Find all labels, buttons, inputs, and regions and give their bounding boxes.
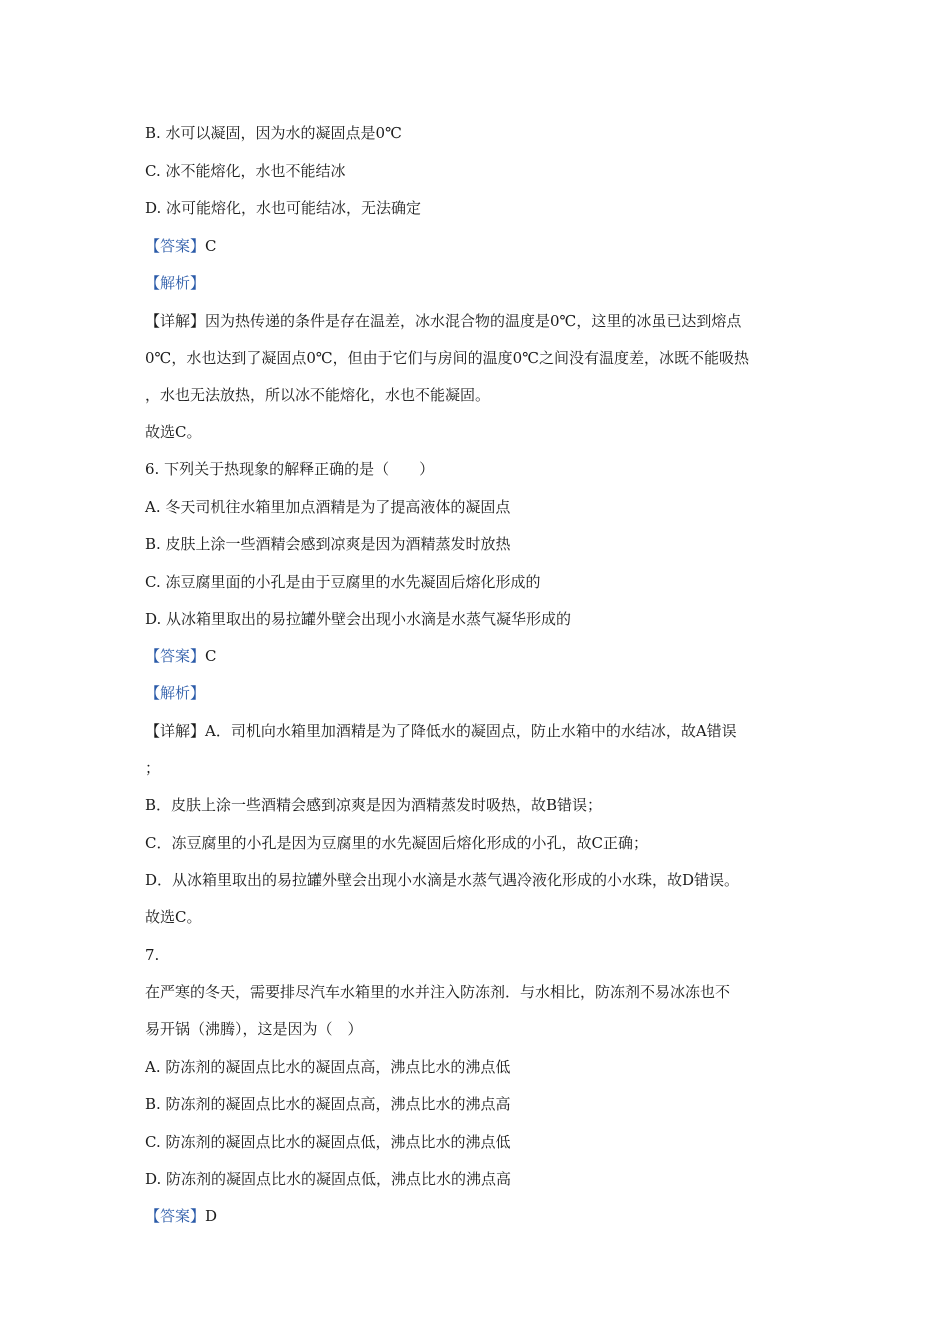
q5-answer-line (145, 235, 217, 257)
q7-answer-line (145, 1205, 217, 1227)
q5-conclusion: 故选C。 (145, 423, 202, 441)
q5-detail-text-2: 0℃，水也达到了凝固点0℃，但由于它们与房间的温度0℃之间没有温度差，冰既不能吸热 (145, 349, 749, 367)
q6-detail-b: B．皮肤上涂一些酒精会感到凉爽是因为酒精蒸发时吸热，故B错误； (145, 796, 603, 814)
q6-stem: 6. 下列关于热现象的解释正确的是（ ） (145, 460, 435, 478)
q5-option-d: D. 冰可能熔化，水也可能结冰，无法确定 (145, 199, 422, 217)
q7-option-b: B. 防冻剂的凝固点比水的凝固点高，沸点比水的沸点高 (145, 1095, 511, 1113)
q5-analysis-tag (145, 272, 205, 294)
q6-detail-a-cont: ； (145, 759, 161, 777)
q6-answer-tag: 【答案】 (145, 647, 206, 665)
q6-detail-c: C．冻豆腐里的小孔是因为豆腐里的水先凝固后熔化形成的小孔，故C正确； (145, 834, 648, 852)
q7-option-d: D. 防冻剂的凝固点比水的凝固点低，沸点比水的沸点高 (145, 1170, 512, 1188)
q6-answer-value: C (205, 647, 217, 665)
q5-detail-text-1: 因为热传递的条件是存在温差，冰水混合物的温度是0℃，这里的冰虽已达到熔点 (205, 312, 742, 330)
q6-detail-tag: 【详解】 (145, 722, 206, 740)
q6-detail-line-a (145, 720, 737, 742)
q5-detail-text-3: ，水也无法放热，所以冰不能熔化，水也不能凝固。 (145, 386, 491, 404)
q6-answer-line (145, 645, 217, 667)
q6-analysis-label: 【解析】 (145, 684, 206, 702)
q7-stem-1: 在严寒的冬天，需要排尽汽车水箱里的水并注入防冻剂．与水相比，防冻剂不易冰冻也不 (145, 983, 731, 1001)
q7-number: 7. (145, 946, 160, 964)
q5-analysis-label: 【解析】 (145, 274, 206, 292)
q6-option-a: A. 冬天司机往水箱里加点酒精是为了提高液体的凝固点 (145, 498, 511, 516)
q5-option-c: C. 冰不能熔化，水也不能结冰 (145, 162, 346, 180)
q6-detail-a: A．司机向水箱里加酒精是为了降低水的凝固点，防止水箱中的水结冰，故A错误 (205, 722, 737, 740)
q5-option-b: B. 水可以凝固，因为水的凝固点是0℃ (145, 124, 402, 142)
q6-option-b: B. 皮肤上涂一些酒精会感到凉爽是因为酒精蒸发时放热 (145, 535, 511, 553)
q7-answer-tag: 【答案】 (145, 1207, 206, 1225)
q6-option-d: D. 从冰箱里取出的易拉罐外壁会出现小水滴是水蒸气凝华形成的 (145, 610, 572, 628)
q6-detail-d: D．从冰箱里取出的易拉罐外壁会出现小水滴是水蒸气遇冷液化形成的小水珠，故D错误。 (145, 871, 740, 889)
q6-analysis-tag (145, 682, 205, 704)
q7-answer-value: D (205, 1207, 218, 1225)
q5-answer-value: C (205, 237, 217, 255)
q6-conclusion: 故选C。 (145, 908, 202, 926)
q5-answer-tag: 【答案】 (145, 237, 206, 255)
q6-option-c: C. 冻豆腐里面的小孔是由于豆腐里的水先凝固后熔化形成的 (145, 573, 541, 591)
q5-detail-line-1 (145, 310, 741, 332)
q7-option-c: C. 防冻剂的凝固点比水的凝固点低，沸点比水的沸点低 (145, 1133, 511, 1151)
q7-stem-2: 易开锅（沸腾），这是因为（ ） (145, 1020, 363, 1038)
q5-detail-tag: 【详解】 (145, 312, 206, 330)
q7-option-a: A. 防冻剂的凝固点比水的凝固点高，沸点比水的沸点低 (145, 1058, 511, 1076)
